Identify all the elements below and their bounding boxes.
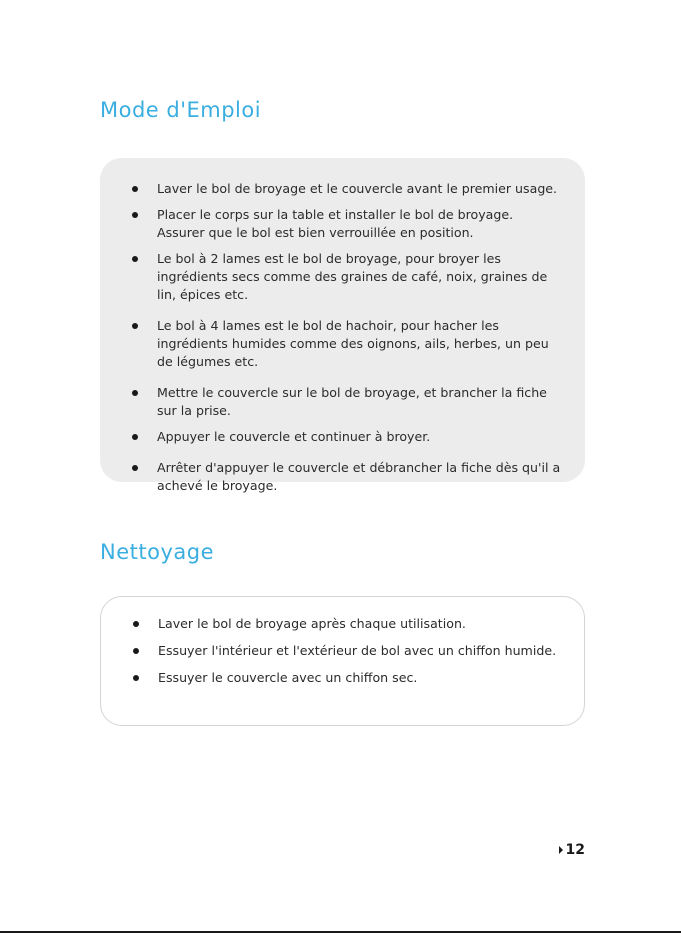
page-number bbox=[559, 842, 585, 858]
list-item-text: Le bol à 4 lames est le bol de hachoir, pour hacher les ingrédients humides comme des oignons, ails, herbes, un peu de légumes etc. bbox=[157, 318, 549, 369]
list-item bbox=[101, 669, 562, 687]
bullet-icon bbox=[133, 648, 139, 654]
list-item bbox=[100, 317, 563, 371]
bullet-icon bbox=[132, 390, 138, 396]
list-item bbox=[100, 384, 563, 420]
bullet-icon bbox=[132, 212, 138, 218]
mode-emploi-list bbox=[100, 180, 563, 495]
list-item-text: Essuyer le couvercle avec un chiffon sec. bbox=[158, 670, 418, 685]
bullet-icon bbox=[132, 256, 138, 262]
list-item bbox=[101, 615, 562, 633]
nettoyage-box bbox=[100, 596, 585, 726]
list-item-text: Essuyer l'intérieur et l'extérieur de bol avec un chiffon humide. bbox=[158, 643, 557, 658]
list-item bbox=[100, 206, 563, 242]
bullet-icon bbox=[132, 434, 138, 440]
list-item-text: Laver le bol de broyage et le couvercle avant le premier usage. bbox=[157, 181, 558, 196]
mode-emploi-box bbox=[100, 158, 585, 493]
list-item bbox=[101, 642, 562, 660]
list-item-text: Le bol à 2 lames est le bol de broyage, pour broyer les ingrédients secs comme des graines de café, noix, graines de lin, épices etc. bbox=[157, 251, 548, 302]
section-title-mode-emploi: Mode d'Emploi bbox=[100, 98, 262, 122]
list-item-text: Mettre le couvercle sur le bol de broyage, et brancher la fiche sur la prise. bbox=[157, 385, 547, 418]
page-number-text: 12 bbox=[565, 842, 585, 858]
bullet-icon bbox=[132, 465, 138, 471]
triangle-right-icon bbox=[559, 846, 563, 854]
list-item bbox=[100, 428, 563, 446]
list-item-text: Laver le bol de broyage après chaque utilisation. bbox=[158, 616, 466, 631]
bullet-icon bbox=[132, 323, 138, 329]
section-title-nettoyage: Nettoyage bbox=[100, 540, 214, 564]
nettoyage-list bbox=[101, 615, 562, 687]
list-item bbox=[100, 180, 563, 198]
list-item-text: Appuyer le couvercle et continuer à broyer. bbox=[157, 429, 431, 444]
bullet-icon bbox=[133, 675, 139, 681]
list-item-text: Placer le corps sur la table et installer le bol de broyage. Assurer que le bol est bien verrouillée en position. bbox=[157, 207, 514, 240]
list-item bbox=[100, 459, 563, 495]
list-item bbox=[100, 250, 563, 304]
bullet-icon bbox=[133, 621, 139, 627]
bullet-icon bbox=[132, 186, 138, 192]
list-item-text: Arrêter d'appuyer le couvercle et débrancher la fiche dès qu'il a achevé le broyage. bbox=[157, 460, 561, 493]
